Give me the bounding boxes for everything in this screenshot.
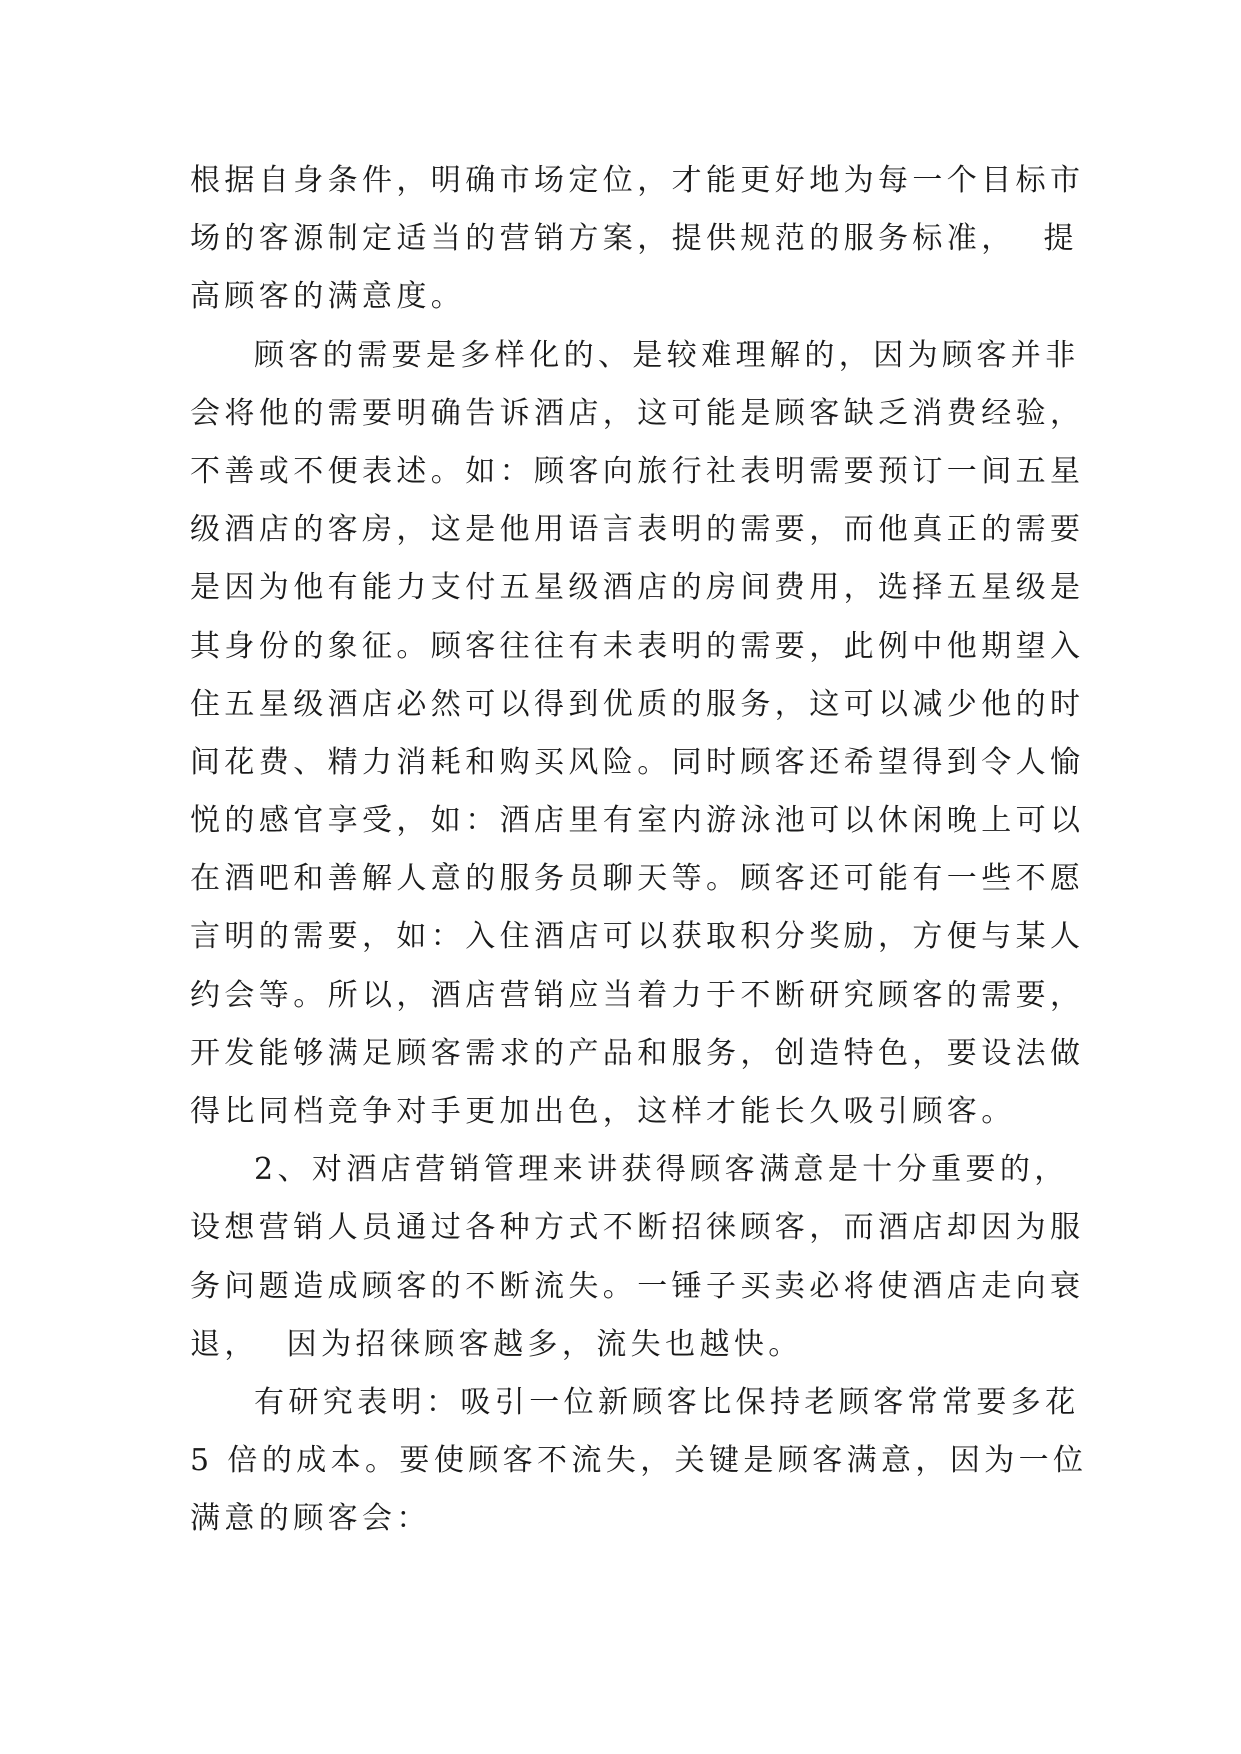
text-line: 住五星级酒店必然可以得到优质的服务，这可以减少他的时 <box>190 686 1085 722</box>
text-line: 言明的需要，如：入住酒店可以获取积分奖励，方便与某人 <box>190 919 1085 955</box>
text-line: 顾客的需要是多样化的、是较难理解的，因为顾客并非 <box>254 337 1080 373</box>
text-line: 开发能够满足顾客需求的产品和服务，创造特色，要设法做 <box>190 1035 1085 1071</box>
text-line: 场的客源制定适当的营销方案，提供规范的服务标准， 提 <box>190 221 1078 257</box>
text-line: 2、对酒店营销管理来讲获得顾客满意是十分重要的， <box>254 1152 1069 1188</box>
paragraph <box>190 1374 1088 1549</box>
text-line: 在酒吧和善解人意的服务员聊天等。顾客还可能有一些不愿 <box>190 861 1085 897</box>
text-line: 不善或不便表述。如：顾客向旅行社表明需要预订一间五星 <box>190 453 1085 489</box>
text-line: 约会等。所以，酒店营销应当着力于不断研究顾客的需要， <box>190 977 1085 1013</box>
text-line: 得比同档竞争对手更加出色，这样才能长久吸引顾客。 <box>190 1094 1016 1129</box>
text-line: 间花费、精力消耗和购买风险。同时顾客还希望得到令人愉 <box>190 744 1085 780</box>
text-line: 悦的感官享受，如：酒店里有室内游泳池可以休闲晚上可以 <box>190 803 1085 839</box>
text-line: 会将他的需要明确告诉酒店，这可能是顾客缺乏消费经验， <box>190 395 1085 431</box>
paragraph <box>190 1141 1085 1374</box>
body-text <box>190 152 1088 1549</box>
text-line: 5 倍的成本。要使顾客不流失，关键是顾客满意，因为一位 <box>190 1443 1088 1479</box>
text-line: 高顾客的满意度。 <box>190 279 466 315</box>
text-line: 满意的顾客会： <box>190 1501 431 1537</box>
text-line: 务问题造成顾客的不断流失。一锤子买卖必将使酒店走向衰 <box>190 1268 1085 1304</box>
text-line: 有研究表明：吸引一位新顾客比保持老顾客常常要多花 <box>254 1384 1080 1420</box>
paragraph <box>190 152 1085 327</box>
text-line: 退， 因为招徕顾客越多，流失也越快。 <box>190 1326 803 1362</box>
text-line: 设想营销人员通过各种方式不断招徕顾客，而酒店却因为服 <box>190 1210 1085 1246</box>
text-line: 是因为他有能力支付五星级酒店的房间费用，选择五星级是 <box>190 570 1085 606</box>
text-line: 根据自身条件，明确市场定位，才能更好地为每一个目标市 <box>190 163 1085 198</box>
paragraph <box>190 327 1085 1142</box>
text-line: 其身份的象征。顾客往往有未表明的需要，此例中他期望入 <box>190 628 1085 664</box>
text-line: 级酒店的客房，这是他用语言表明的需要，而他真正的需要 <box>190 512 1085 548</box>
